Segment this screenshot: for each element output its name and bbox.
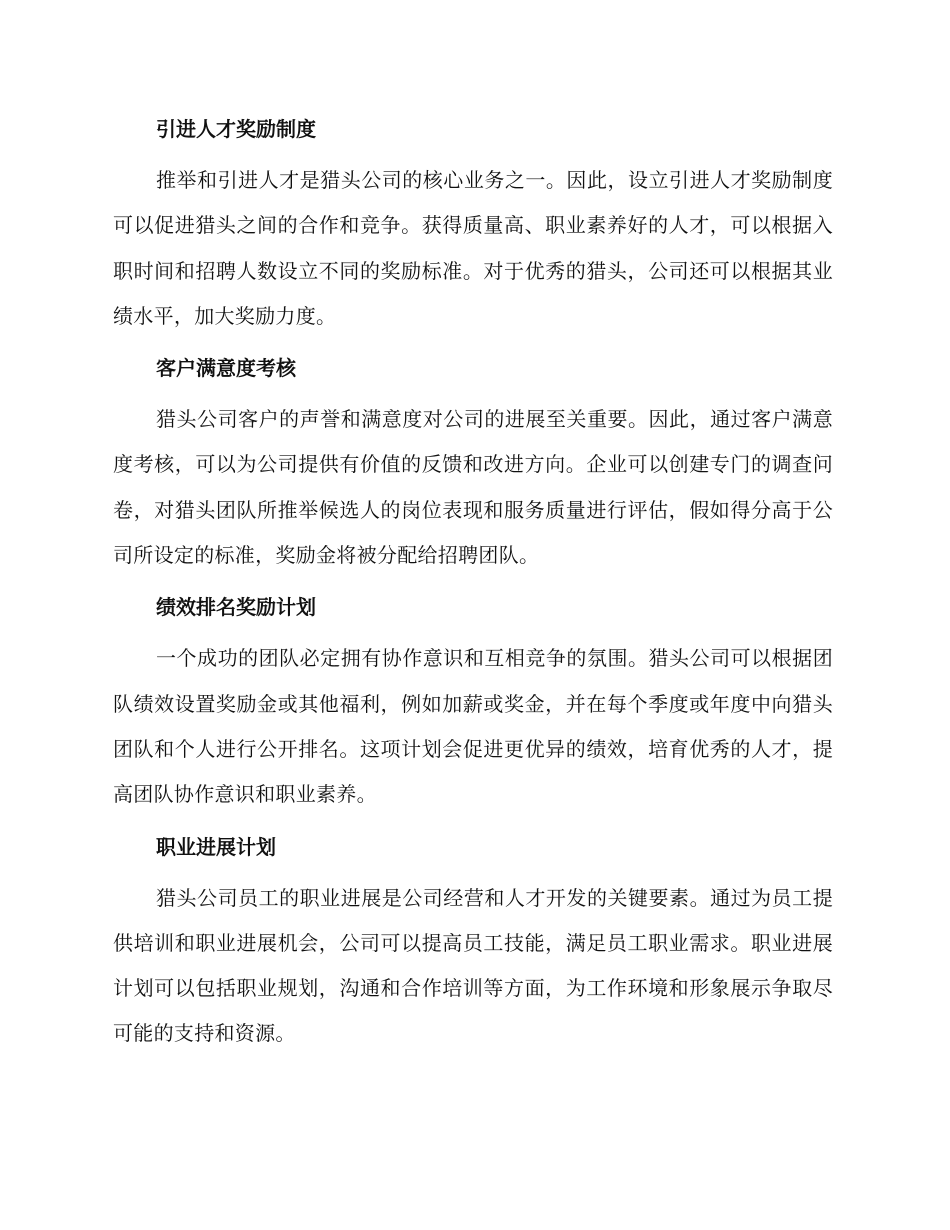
- section-talent-reward: [113, 110, 833, 339]
- section-paragraph: 推举和引进人才是猎头公司的核心业务之一。因此，设立引进人才奖励制度可以促进猎头之间的合作和竞争。获得质量高、职业素养好的人才，可以根据入职时间和招聘人数设立不同的奖励标准。对于优秀的猎头，公司还可以根据其业绩水平，加大奖励力度。: [113, 168, 833, 328]
- section-heading: 客户满意度考核: [156, 356, 296, 381]
- section-heading: 绩效排名奖励计划: [156, 595, 316, 620]
- section-paragraph: 一个成功的团队必定拥有协作意识和互相竞争的氛围。猎头公司可以根据团队绩效设置奖励金或其他福利，例如加薪或奖金，并在每个季度或年度中向猎头团队和个人进行公开排名。这项计划会促进更优异的绩效，培育优秀的人才，提高团队协作意识和职业素养。: [113, 646, 833, 807]
- section-paragraph: 猎头公司员工的职业进展是公司经营和人才开发的关键要素。通过为员工提供培训和职业进展机会，公司可以提高员工技能，满足员工职业需求。职业进展计划可以包括职业规划，沟通和合作培训等方面，为工作环境和形象展示争取尽可能的支持和资源。: [113, 885, 833, 1046]
- section-performance-ranking: [113, 588, 833, 817]
- section-heading: 引进人才奖励制度: [156, 117, 316, 141]
- section-customer-satisfaction: [113, 349, 833, 578]
- section-career-development: [113, 828, 833, 1057]
- document-body: [113, 110, 833, 1057]
- section-heading: 职业进展计划: [156, 834, 276, 859]
- section-paragraph: 猎头公司客户的声誉和满意度对公司的进展至关重要。因此，通过客户满意度考核，可以为公司提供有价值的反馈和改进方向。企业可以创建专门的调查问卷，对猎头团队所推举候选人的岗位表现和服务质量进行评估，假如得分高于公司所设定的标准，奖励金将被分配给招聘团队。: [113, 407, 833, 568]
